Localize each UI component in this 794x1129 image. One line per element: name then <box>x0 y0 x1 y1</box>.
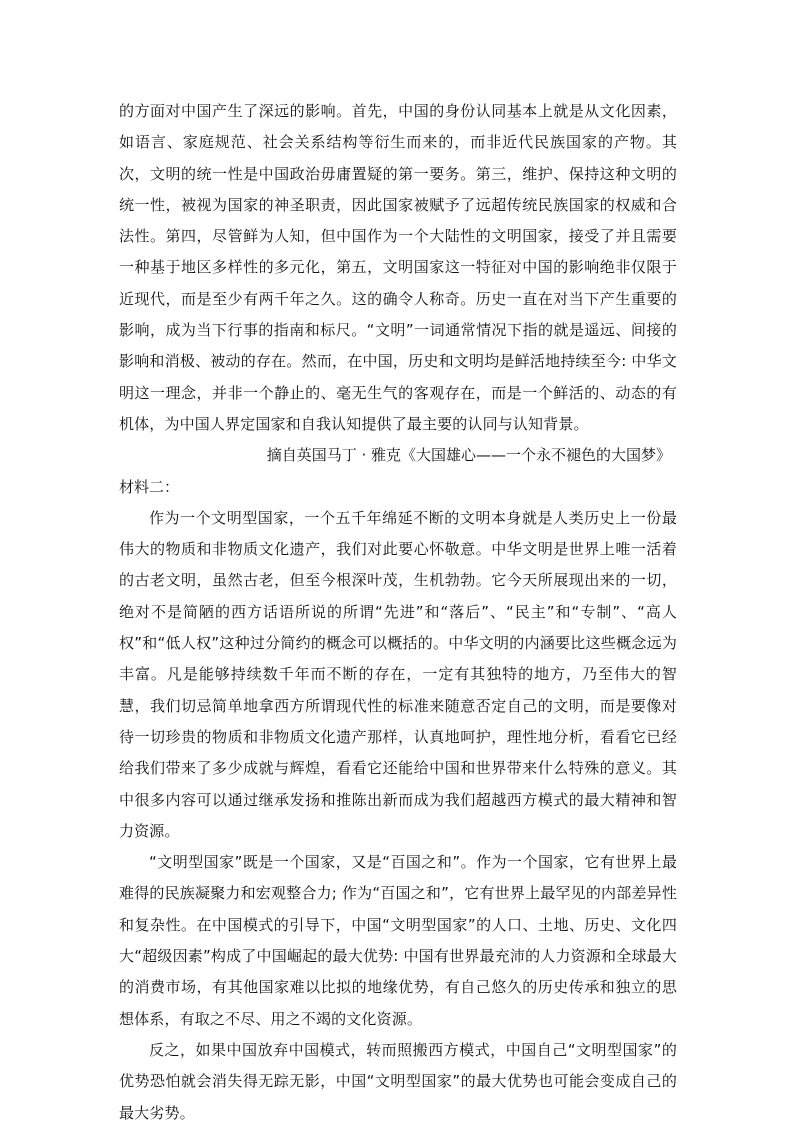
source-attribution: 摘自英国马丁 · 雅克《大国雄心——一个永不褪色的大国梦》 <box>266 446 671 465</box>
paragraph-material-two-1: 作为一个文明型国家，一个五千年绵延不断的文明本身就是人类历史上一份最伟大的物质和非物质文化遗产，我们对此要心怀敬意。中华文明是世界上唯一活着的古老文明，虽然古老，但至今根深叶茂，生机勃勃。它今天所展现出来的一切，绝对不是简陋的西方话语所说的所谓“先进”和“落后”、“民主”和“专制”、“高人权”和“低人权”这种过分简约的概念可以概括的。中华文明的内涵要比这些概念远为丰富。凡是能够持续数千年而不断的存在，一定有其独特的地方，乃至伟大的智慧，我们切忌简单地拿西方所谓现代性的标准来随意否定自己的文明，而是要像对待一切珍贵的物质和非物质文化遗产那样，认真地呵护，理性地分析，看看它已经给我们带来了多少成就与辉煌，看看它还能给中国和世界带来什么特殊的意义。其中很多内容可以通过继承发扬和推陈出新而成为我们超越西方模式的最大精神和智力资源。 <box>119 508 677 840</box>
document-body <box>119 96 677 1129</box>
paragraph-material-two-2: “文明型国家”既是一个国家，又是“百国之和”。作为一个国家，它有世界上最难得的民族凝聚力和宏观整合力; 作为“百国之和”，它有世界上最罕见的内部差异性和复杂性。在中国模式的引导下，中国“文明型国家”的人口、土地、历史、文化四大“超级因素”构成了中国崛起的最大优势: 中国有世界最充沛的人力资源和全球最大的消费市场，有其他国家难以比拟的地缘优势，有自己悠久的历史传承和独立的思想体系，有取之不尽、用之不竭的文化资源。 <box>119 853 677 1028</box>
material-two-heading: 材料二： <box>119 477 180 496</box>
paragraph-material-one-continued: 的方面对中国产生了深远的影响。首先，中国的身份认同基本上就是从文化因素，如语言、家庭规范、社会关系结构等衍生而来的，而非近代民族国家的产物。其次，文明的统一性是中国政治毋庸置疑的第一要务。第三，维护、保持这种文明的统一性，被视为国家的神圣职责，因此国家被赋予了远超传统民族国家的权威和合法性。第四，尽管鲜为人知，但中国作为一个大陆性的文明国家，接受了并且需要一种基于地区多样性的多元化，第五，文明国家这一特征对中国的影响绝非仅限于近现代，而是至少有两千年之久。这的确令人称奇。历史一直在对当下产生重要的影响，成为当下行事的指南和标尺。“文明”一词通常情况下指的就是遥远、间接的影响和消极、被动的存在。然而，在中国，历史和文明均是鲜活地持续至今: 中华文明这一理念，并非一个静止的、毫无生气的客观存在，而是一个鲜活的、动态的有机体，为中国人界定国家和自我认知提供了最主要的认同与认知背景。 <box>119 102 677 433</box>
paragraph-material-two-3: 反之，如果中国放弃中国模式，转而照搬西方模式，中国自己“文明型国家”的优势恐怕就会消失得无踪无影，中国“文明型国家”的最大优势也可能会变成自己的最大劣势。 <box>119 1040 677 1122</box>
